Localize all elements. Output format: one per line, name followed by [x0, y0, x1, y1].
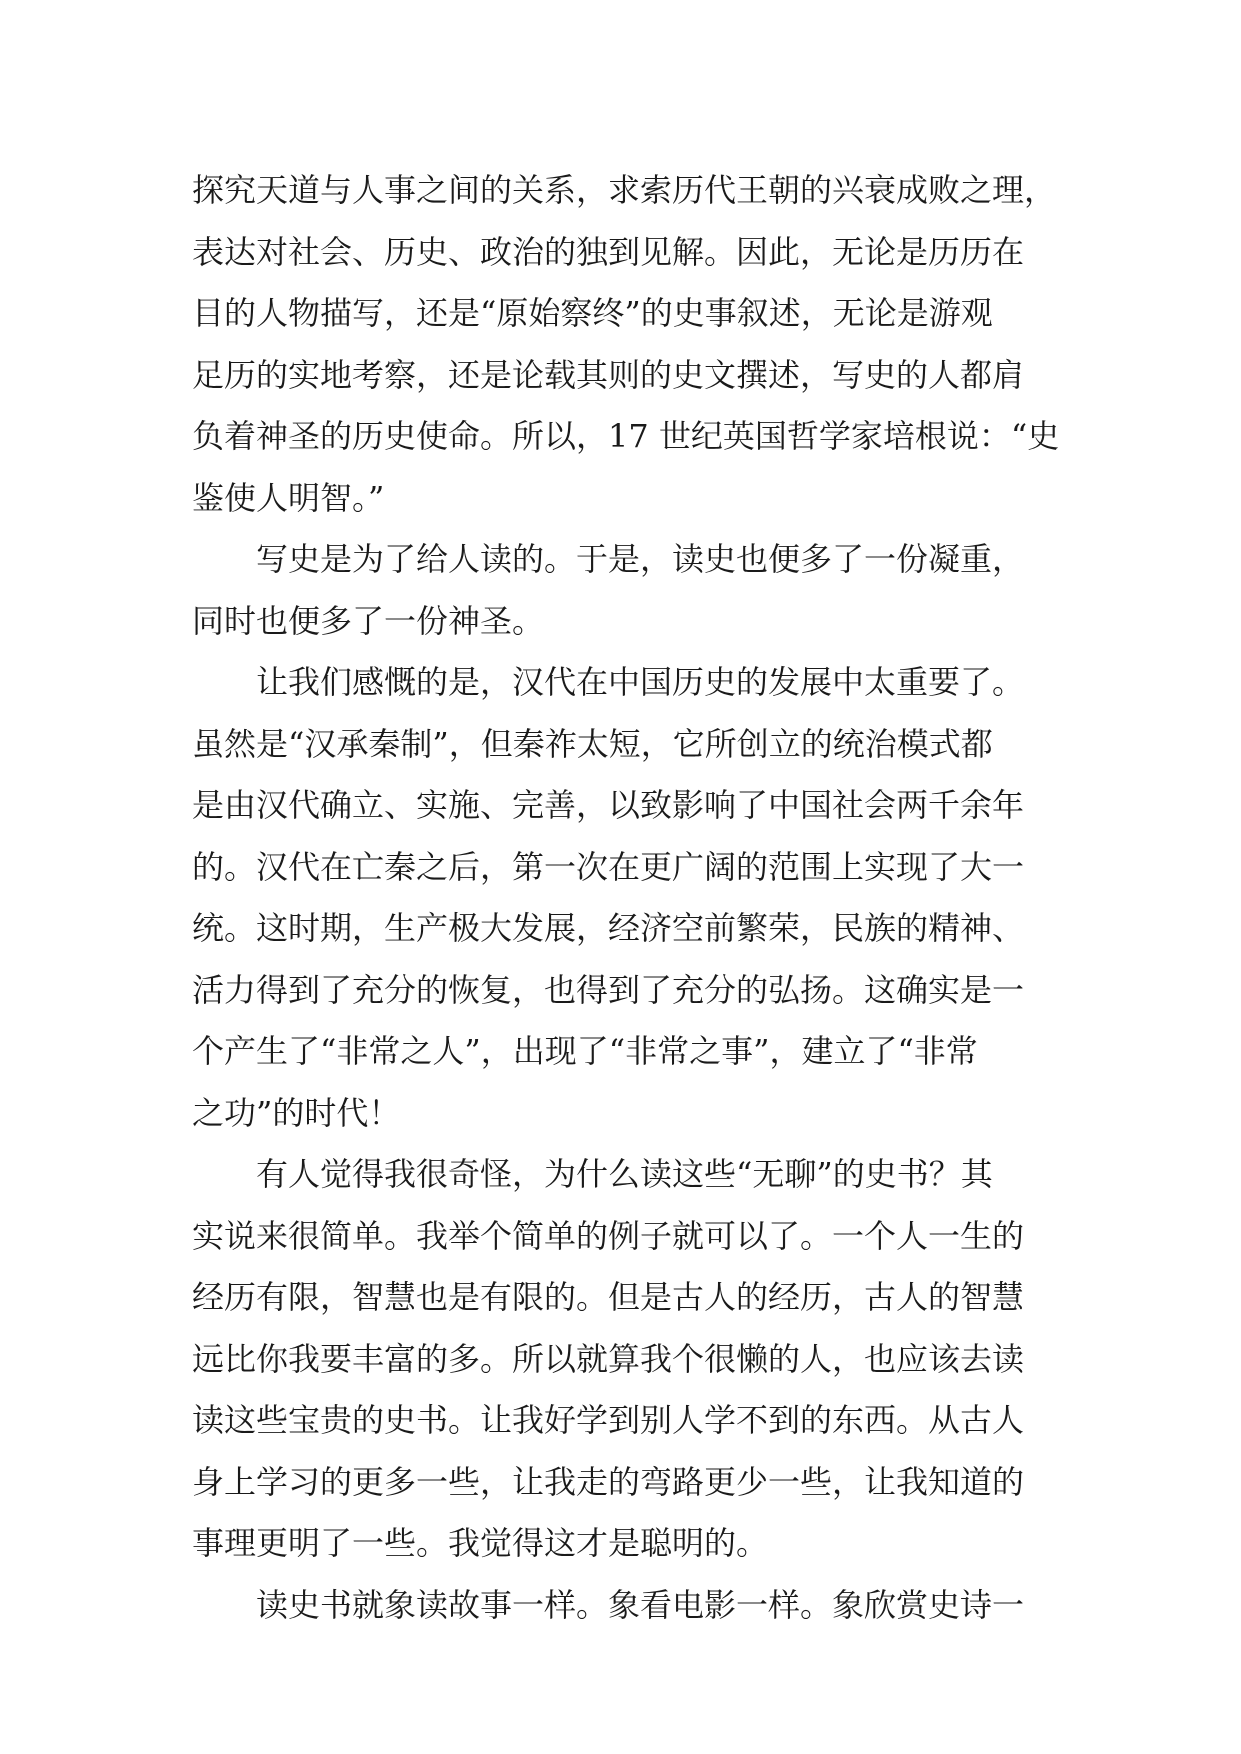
document-body	[192, 160, 1072, 1636]
text-line: 目的人物描写，还是“原始察终”的史事叙述，无论是游观	[192, 294, 993, 332]
text-line: 个产生了“非常之人”，出现了“非常之事”，建立了“非常	[192, 1032, 978, 1070]
text-line: 统。这时期，生产极大发展，经济空前繁荣，民族的精神、	[192, 909, 1025, 947]
text-line: 活力得到了充分的恢复，也得到了充分的弘扬。这确实是一	[192, 970, 1025, 1009]
text-line: 虽然是“汉承秦制”，但秦祚太短，它所创立的统治模式都	[192, 724, 993, 763]
text-line: 读这些宝贵的史书。让我好学到别人学不到的东西。从古人	[192, 1401, 1025, 1439]
text-line: 负着神圣的历史使命。所以，17 世纪英国哲学家培根说：“史	[192, 417, 1060, 455]
paragraph-first-line: 读史书就象读故事一样。象看电影一样。象欣赏史诗一	[256, 1585, 1025, 1624]
text-line: 之功”的时代！	[192, 1093, 401, 1132]
text-line: 同时也便多了一份神圣。	[192, 601, 545, 640]
text-line: 事理更明了一些。我觉得这才是聪明的。	[192, 1524, 769, 1562]
text-line: 的。汉代在亡秦之后，第一次在更广阔的范围上实现了大一	[192, 847, 1025, 886]
text-line: 鉴使人明智。”	[192, 478, 385, 517]
text-line: 远比你我要丰富的多。所以就算我个很懒的人，也应该去读	[192, 1339, 1025, 1378]
text-line: 经历有限，智慧也是有限的。但是古人的经历，古人的智慧	[192, 1278, 1025, 1316]
text-line: 足历的实地考察，还是论载其则的史文撰述，写史的人都肩	[192, 355, 1025, 394]
text-line: 表达对社会、历史、政治的独到见解。因此，无论是历历在	[192, 232, 1025, 271]
text-line: 身上学习的更多一些，让我走的弯路更少一些，让我知道的	[192, 1462, 1025, 1501]
paragraph-first-line: 有人觉得我很奇怪，为什么读这些“无聊”的史书？其	[256, 1155, 993, 1193]
text-line: 实说来很简单。我举个简单的例子就可以了。一个人一生的	[192, 1216, 1025, 1255]
paragraph-first-line: 写史是为了给人读的。于是，读史也便多了一份凝重，	[256, 540, 1025, 578]
text-line: 是由汉代确立、实施、完善，以致影响了中国社会两千余年	[192, 786, 1025, 824]
paragraph-first-line: 让我们感慨的是，汉代在中国历史的发展中太重要了。	[256, 663, 1025, 701]
text-line: 探究天道与人事之间的关系，求索历代王朝的兴衰成败之理，	[192, 171, 1057, 209]
